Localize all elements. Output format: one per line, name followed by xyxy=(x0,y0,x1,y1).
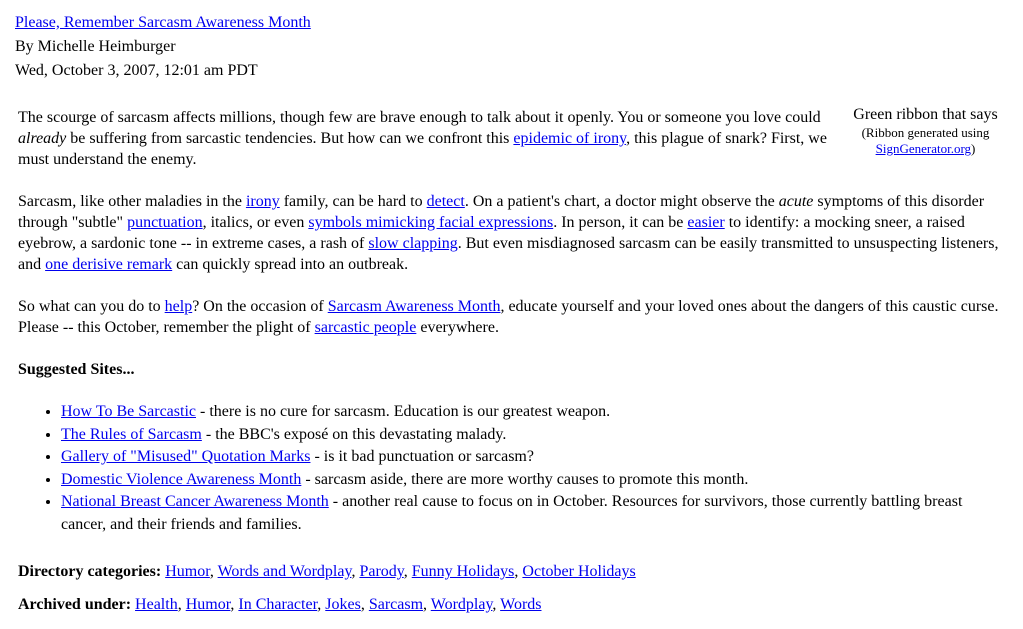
article-header xyxy=(15,11,715,83)
paragraph-help xyxy=(18,296,1008,338)
p2-text-6: . In person, it can be xyxy=(553,214,688,231)
separator: , xyxy=(209,563,218,580)
suggested-description: - is it bad punctuation or sarcasm? xyxy=(310,448,534,465)
p2-emphasis: acute xyxy=(778,193,814,210)
p2-text-5: , italics, or even xyxy=(202,214,309,231)
p2-text-8: . But even misdiagnosed sarcasm can be easily transmitted to unsuspecting listeners, and xyxy=(18,235,999,273)
archive-link[interactable]: Humor xyxy=(185,596,231,613)
ribbon-caption-suffix: ) xyxy=(971,141,976,156)
category-link[interactable]: Funny Holidays xyxy=(411,563,515,580)
separator: , xyxy=(514,563,523,580)
archived-under xyxy=(18,594,542,615)
archived-under-label: Archived under: xyxy=(18,596,132,613)
suggested-description: - another real cause to focus on in October. Resources for survivors, those currently battling breast cancer, and their friends and families. xyxy=(61,493,963,533)
p1-emphasis: already xyxy=(18,130,67,147)
suggested-description: - there is no cure for sarcasm. Education is our greatest weapon. xyxy=(196,403,611,420)
epidemic-of-irony-link[interactable]: epidemic of irony xyxy=(513,130,627,147)
p2-text-7: to identify: a mocking sneer, a raised eyebrow, a sardonic tone -- in extreme cases, a rash of xyxy=(18,214,965,252)
separator: , xyxy=(492,596,501,613)
archive-link[interactable]: In Character xyxy=(238,596,318,613)
punctuation-link[interactable]: punctuation xyxy=(127,214,203,231)
list-item xyxy=(61,401,1008,424)
p2-text-4: symptoms of this disorder through "subtle" xyxy=(18,193,985,231)
suggested-sites-list xyxy=(18,401,1008,536)
p1-text-3: , this plague of snark? First, we must understand the enemy. xyxy=(18,130,827,168)
suggested-link[interactable]: National Breast Cancer Awareness Month xyxy=(61,493,329,510)
separator: , xyxy=(177,596,186,613)
p2-text-3: . On a patient's chart, a doctor might observe the xyxy=(464,193,779,210)
archive-link[interactable]: Wordplay xyxy=(430,596,493,613)
p2-text-9: can quickly spread into an outbreak. xyxy=(172,256,409,273)
ribbon-image-alt: Green ribbon that says xyxy=(853,106,998,123)
signgenerator-link[interactable]: SignGenerator.org xyxy=(875,141,972,156)
ribbon-figure xyxy=(843,105,1008,157)
separator: , xyxy=(230,596,239,613)
help-link[interactable]: help xyxy=(164,298,193,315)
article-body xyxy=(18,107,1008,536)
separator: , xyxy=(360,596,369,613)
archive-link[interactable]: Jokes xyxy=(325,596,361,613)
category-link[interactable]: Humor xyxy=(165,563,210,580)
suggested-sites-heading: Suggested Sites... xyxy=(18,361,135,378)
category-link[interactable]: Words and Wordplay xyxy=(217,563,352,580)
list-item xyxy=(61,469,1008,492)
separator: , xyxy=(317,596,326,613)
symbols-link[interactable]: symbols mimicking facial expressions xyxy=(308,214,554,231)
category-link[interactable]: October Holidays xyxy=(522,563,636,580)
byline: By Michelle Heimburger xyxy=(15,38,176,55)
suggested-link[interactable]: How To Be Sarcastic xyxy=(61,403,196,420)
p2-text-2: family, can be hard to xyxy=(279,193,427,210)
p3-text-1: So what can you do to xyxy=(18,298,165,315)
easier-link[interactable]: easier xyxy=(687,214,725,231)
p1-text-2: be suffering from sarcastic tendencies. But how can we confront this xyxy=(66,130,514,147)
archive-link[interactable]: Health xyxy=(135,596,178,613)
paragraph-symptoms xyxy=(18,191,1008,275)
p3-text-3: , educate yourself and your loved ones about the dangers of this caustic curse. Please -- this October, remember the plight of xyxy=(18,298,999,336)
category-link[interactable]: Parody xyxy=(359,563,404,580)
suggested-link[interactable]: Gallery of "Misused" Quotation Marks xyxy=(61,448,311,465)
separator: , xyxy=(403,563,412,580)
suggested-description: - the BBC's exposé on this devastating malady. xyxy=(201,425,507,443)
detect-link[interactable]: detect xyxy=(426,193,465,210)
directory-categories xyxy=(18,561,636,582)
sarcastic-people-link[interactable]: sarcastic people xyxy=(314,319,417,336)
suggested-description: - sarcasm aside, there are more worthy causes to promote this month. xyxy=(301,470,749,488)
list-item xyxy=(61,491,1008,536)
p2-text-1: Sarcasm, like other maladies in the xyxy=(18,193,246,210)
archive-link[interactable]: Words xyxy=(500,596,542,613)
p1-text-1: The scourge of sarcasm affects millions, though few are brave enough to talk about it openly. You or someone you love could xyxy=(18,109,821,126)
publish-date: Wed, October 3, 2007, 12:01 am PDT xyxy=(15,62,258,79)
irony-link[interactable]: irony xyxy=(245,193,280,210)
article-title-link[interactable]: Please, Remember Sarcasm Awareness Month xyxy=(15,14,311,31)
ribbon-caption xyxy=(843,125,1008,157)
list-item xyxy=(61,424,1008,447)
suggested-link[interactable]: The Rules of Sarcasm xyxy=(61,425,202,443)
p3-text-2: ? On the occasion of xyxy=(192,298,328,315)
separator: , xyxy=(423,596,431,613)
sarcasm-awareness-month-link[interactable]: Sarcasm Awareness Month xyxy=(327,298,501,315)
slow-clapping-link[interactable]: slow clapping xyxy=(368,235,458,252)
archive-link[interactable]: Sarcasm xyxy=(368,596,424,613)
directory-categories-label: Directory categories: xyxy=(18,563,162,580)
list-item xyxy=(61,446,1008,469)
p3-text-4: everywhere. xyxy=(416,319,499,336)
ribbon-caption-prefix: (Ribbon generated using xyxy=(861,125,990,140)
derisive-remark-link[interactable]: one derisive remark xyxy=(45,256,173,273)
suggested-link[interactable]: Domestic Violence Awareness Month xyxy=(61,470,302,488)
separator: , xyxy=(351,563,360,580)
